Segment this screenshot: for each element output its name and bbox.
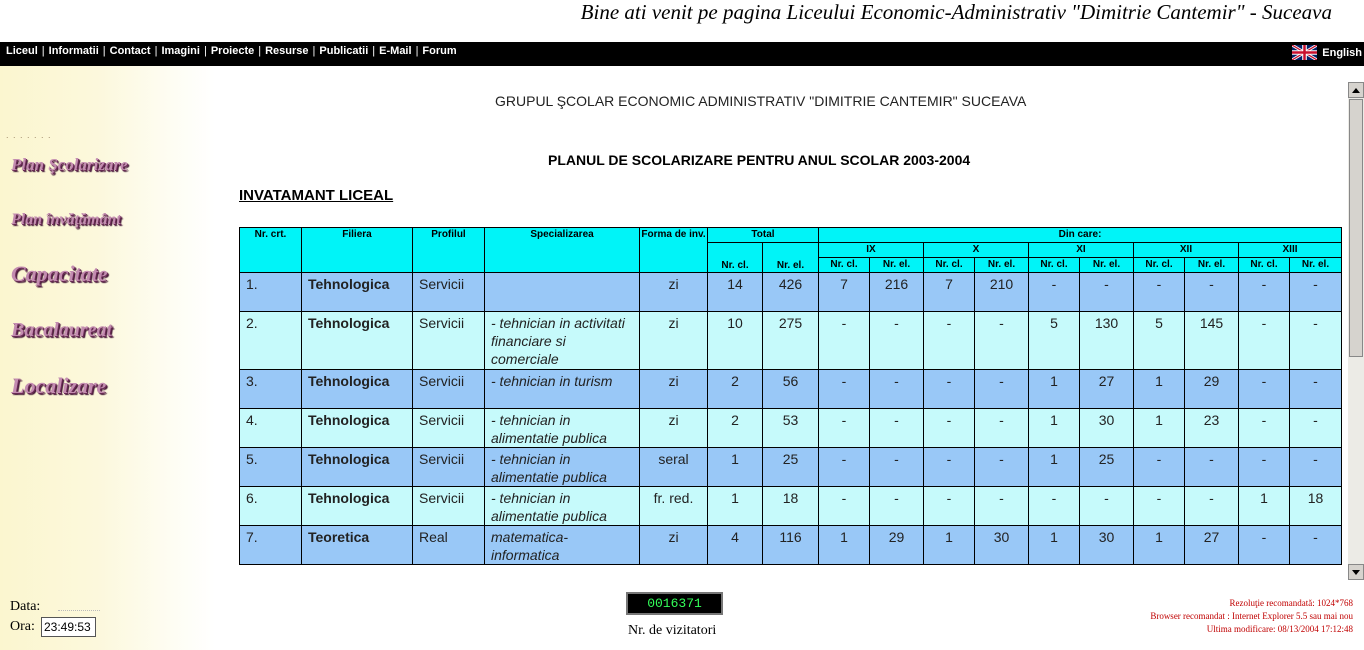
cell-value: -: [975, 312, 1029, 370]
cell-profil: Real: [413, 526, 485, 565]
sidebar-dots: . . . . . . .: [6, 130, 52, 140]
nav-separator: |: [372, 45, 376, 57]
sidebar-link-localizare[interactable]: Localizare: [11, 373, 107, 398]
footer-resolution: Rezoluţie recomandată: 1024*768: [1229, 598, 1353, 608]
header-nr-crt: Nr. crt.: [240, 228, 302, 273]
cell-forma: zi: [640, 312, 708, 370]
nav-separator: |: [203, 45, 207, 57]
nav-separator: |: [258, 45, 262, 57]
cell-value: 275: [763, 312, 819, 370]
cell-profil: Servicii: [413, 312, 485, 370]
plan-title: PLANUL DE SCOLARIZARE PENTRU ANUL SCOLAR 2003-2004: [548, 152, 971, 168]
nav-item-contact[interactable]: Contact: [109, 45, 151, 57]
cell-value: -: [1029, 487, 1080, 526]
cell-value: -: [1185, 273, 1239, 312]
arrow-down-icon: [1352, 570, 1360, 575]
header-grade-x: X: [924, 243, 1029, 258]
uk-flag-icon: [1292, 45, 1317, 60]
cell-value: -: [819, 409, 870, 448]
banner-title: Bine ati venit pe pagina Liceului Economic-Administrativ "Dimitrie Cantemir" - Suceava: [580, 0, 1332, 24]
footer-last-modified: Ultima modificare: 08/13/2004 17:12:48: [1206, 624, 1353, 634]
nav-item-liceul[interactable]: Liceul: [6, 45, 38, 57]
plan-table: [239, 227, 1342, 565]
header-xi-nr-cl: Nr. cl.: [1029, 258, 1080, 273]
cell-value: -: [1080, 273, 1134, 312]
nav-item-imagini[interactable]: Imagini: [161, 45, 200, 57]
scroll-down-button[interactable]: [1348, 564, 1364, 580]
cell-value: -: [870, 312, 924, 370]
table-row: [240, 487, 1342, 526]
header-xii-nr-el: Nr. el.: [1185, 258, 1239, 273]
cell-nr-crt: 2.: [240, 312, 302, 370]
cell-forma: fr. red.: [640, 487, 708, 526]
cell-value: -: [975, 487, 1029, 526]
cell-value: -: [819, 487, 870, 526]
header-profilul: Profilul: [413, 228, 485, 273]
sidebar: [0, 66, 215, 650]
cell-filiera: Teoretica: [302, 526, 413, 565]
cell-value: 116: [763, 526, 819, 565]
cell-value: -: [975, 370, 1029, 409]
header-xiii-nr-el: Nr. el.: [1290, 258, 1342, 273]
cell-value: -: [1239, 312, 1290, 370]
cell-specializare: - tehnician in turism: [485, 370, 640, 409]
cell-value: 1: [1029, 526, 1080, 565]
cell-value: -: [819, 448, 870, 487]
cell-nr-crt: 3.: [240, 370, 302, 409]
header-ix-nr-cl: Nr. cl.: [819, 258, 870, 273]
cell-filiera: Tehnologica: [302, 273, 413, 312]
header-x-nr-el: Nr. el.: [975, 258, 1029, 273]
cell-value: -: [870, 448, 924, 487]
header-x-nr-cl: Nr. cl.: [924, 258, 975, 273]
sidebar-link-bacalaureat[interactable]: Bacalaureat: [11, 319, 113, 341]
cell-value: 1: [819, 526, 870, 565]
cell-value: -: [1134, 448, 1185, 487]
cell-value: 1: [924, 526, 975, 565]
cell-value: -: [1290, 273, 1342, 312]
cell-specializare: matematica-informatica: [485, 526, 640, 565]
cell-value: -: [1239, 526, 1290, 565]
cell-value: 1: [1239, 487, 1290, 526]
header-grade-xii: XII: [1134, 243, 1239, 258]
header-grade-xiii: XIII: [1239, 243, 1342, 258]
table-row: [240, 370, 1342, 409]
cell-value: -: [1080, 487, 1134, 526]
cell-filiera: Tehnologica: [302, 312, 413, 370]
cell-value: 145: [1185, 312, 1239, 370]
cell-value: 25: [1080, 448, 1134, 487]
cell-profil: Servicii: [413, 409, 485, 448]
nav-item-email[interactable]: E-Mail: [379, 45, 412, 57]
table-row: [240, 312, 1342, 370]
header-xiii-nr-cl: Nr. cl.: [1239, 258, 1290, 273]
cell-value: 130: [1080, 312, 1134, 370]
school-name: GRUPUL ŞCOLAR ECONOMIC ADMINISTRATIV "DIMITRIE CANTEMIR" SUCEAVA: [495, 93, 1027, 109]
cell-nr-crt: 1.: [240, 273, 302, 312]
vertical-scrollbar[interactable]: [1348, 82, 1364, 580]
cell-value: 56: [763, 370, 819, 409]
cell-value: -: [1239, 448, 1290, 487]
cell-specializare: - tehnician in alimentatie publica: [485, 448, 640, 487]
cell-specializare: [485, 273, 640, 312]
nav-separator: |: [415, 45, 419, 57]
cell-value: 426: [763, 273, 819, 312]
cell-value: -: [1239, 370, 1290, 409]
cell-value: -: [975, 409, 1029, 448]
table-row: [240, 448, 1342, 487]
cell-nr-crt: 6.: [240, 487, 302, 526]
cell-value: -: [819, 312, 870, 370]
cell-value: -: [1290, 448, 1342, 487]
cell-forma: zi: [640, 370, 708, 409]
cell-value: 1: [1029, 409, 1080, 448]
cell-nr-crt: 7.: [240, 526, 302, 565]
header-grade-xi: XI: [1029, 243, 1134, 258]
cell-profil: Servicii: [413, 273, 485, 312]
navbar: [0, 42, 1364, 66]
sidebar-link-plan-scolarizare[interactable]: Plan Şcolarizare: [11, 155, 128, 174]
sidebar-link-plan-invatamant[interactable]: Plan învăţământ: [11, 211, 121, 228]
cell-value: 1: [708, 487, 763, 526]
cell-forma: zi: [640, 273, 708, 312]
time-field[interactable]: 23:49:53: [41, 617, 96, 637]
header-total-nr-el: Nr. el.: [763, 243, 819, 273]
cell-value: 27: [1185, 526, 1239, 565]
cell-value: 1: [1134, 370, 1185, 409]
cell-value: 23: [1185, 409, 1239, 448]
date-value-area: [58, 602, 100, 611]
table-row: [240, 273, 1342, 312]
cell-value: 18: [763, 487, 819, 526]
cell-value: 1: [1029, 448, 1080, 487]
cell-value: -: [819, 370, 870, 409]
cell-value: 1: [708, 448, 763, 487]
nav-separator: |: [102, 45, 106, 57]
cell-value: -: [870, 487, 924, 526]
sidebar-link-capacitate[interactable]: Capacitate: [11, 261, 108, 286]
cell-value: -: [924, 409, 975, 448]
cell-value: 53: [763, 409, 819, 448]
cell-value: -: [1290, 526, 1342, 565]
cell-value: 2: [708, 409, 763, 448]
header-ix-nr-el: Nr. el.: [870, 258, 924, 273]
cell-value: 10: [708, 312, 763, 370]
header-grade-ix: IX: [819, 243, 924, 258]
cell-value: 5: [1134, 312, 1185, 370]
header-specializarea: Specializarea: [485, 228, 640, 273]
nav-separator: |: [312, 45, 316, 57]
cell-value: 7: [924, 273, 975, 312]
section-title: INVATAMANT LICEAL: [239, 187, 394, 204]
cell-value: -: [870, 409, 924, 448]
cell-value: -: [870, 370, 924, 409]
cell-forma: zi: [640, 409, 708, 448]
cell-value: 1: [1134, 409, 1185, 448]
cell-value: -: [1134, 487, 1185, 526]
cell-value: -: [1290, 312, 1342, 370]
cell-nr-crt: 5.: [240, 448, 302, 487]
plan-table-body: [240, 273, 1342, 565]
cell-value: -: [1239, 273, 1290, 312]
time-label: Ora:: [10, 619, 35, 634]
cell-value: 1: [1029, 370, 1080, 409]
cell-specializare: - tehnician in alimentatie publica: [485, 487, 640, 526]
nav-item-informatii[interactable]: Informatii: [48, 45, 99, 57]
english-link[interactable]: [1292, 45, 1362, 60]
header-din-care: Din care:: [819, 228, 1342, 243]
nav-item-proiecte[interactable]: Proiecte: [210, 45, 255, 57]
cell-value: -: [1185, 487, 1239, 526]
header-total-nr-cl: Nr. cl.: [708, 243, 763, 273]
cell-value: -: [1029, 273, 1080, 312]
footer-browser: Browser recomandat : Internet Explorer 5.5 sau mai nou: [1150, 611, 1353, 621]
cell-value: 30: [1080, 409, 1134, 448]
cell-forma: zi: [640, 526, 708, 565]
nav-links: [6, 45, 457, 57]
nav-separator: |: [41, 45, 45, 57]
cell-profil: Servicii: [413, 487, 485, 526]
visitor-counter-label: Nr. de vizitatori: [628, 623, 717, 638]
header-xii-nr-cl: Nr. cl.: [1134, 258, 1185, 273]
cell-filiera: Tehnologica: [302, 448, 413, 487]
cell-value: 1: [1134, 526, 1185, 565]
cell-nr-crt: 4.: [240, 409, 302, 448]
cell-value: 27: [1080, 370, 1134, 409]
nav-separator: |: [154, 45, 158, 57]
header-xi-nr-el: Nr. el.: [1080, 258, 1134, 273]
cell-value: 14: [708, 273, 763, 312]
table-row: [240, 526, 1342, 565]
nav-item-publicatii[interactable]: Publicatii: [319, 45, 369, 57]
header-total: Total: [708, 228, 819, 243]
cell-filiera: Tehnologica: [302, 370, 413, 409]
cell-forma: seral: [640, 448, 708, 487]
nav-item-resurse[interactable]: Resurse: [265, 45, 309, 57]
cell-value: 29: [1185, 370, 1239, 409]
header-forma: Forma de inv.: [640, 228, 708, 273]
cell-value: -: [975, 448, 1029, 487]
cell-filiera: Tehnologica: [302, 409, 413, 448]
cell-value: 4: [708, 526, 763, 565]
top-banner: [0, 0, 1364, 42]
cell-value: 29: [870, 526, 924, 565]
cell-value: 7: [819, 273, 870, 312]
cell-profil: Servicii: [413, 370, 485, 409]
cell-value: 30: [1080, 526, 1134, 565]
cell-value: -: [1239, 409, 1290, 448]
cell-value: -: [1290, 409, 1342, 448]
cell-filiera: Tehnologica: [302, 487, 413, 526]
main-content: [215, 66, 1353, 650]
nav-item-forum[interactable]: Forum: [422, 45, 457, 57]
cell-value: -: [1290, 370, 1342, 409]
table-row: [240, 409, 1342, 448]
cell-value: -: [924, 448, 975, 487]
cell-value: 5: [1029, 312, 1080, 370]
visitor-counter: 0016371: [626, 592, 723, 615]
cell-value: -: [1185, 448, 1239, 487]
arrow-up-icon: [1352, 88, 1360, 93]
cell-specializare: - tehnician in activitati financiare si comerciale: [485, 312, 640, 370]
scroll-up-button[interactable]: [1348, 82, 1364, 98]
cell-profil: Servicii: [413, 448, 485, 487]
header-filiera: Filiera: [302, 228, 413, 273]
cell-value: -: [924, 487, 975, 526]
cell-value: -: [1134, 273, 1185, 312]
cell-value: -: [924, 370, 975, 409]
scroll-thumb[interactable]: [1349, 99, 1363, 357]
cell-value: 210: [975, 273, 1029, 312]
cell-value: 216: [870, 273, 924, 312]
cell-value: 18: [1290, 487, 1342, 526]
cell-value: -: [924, 312, 975, 370]
footer-info: [1150, 597, 1353, 636]
cell-value: 2: [708, 370, 763, 409]
english-label: English: [1322, 46, 1362, 59]
cell-value: 30: [975, 526, 1029, 565]
cell-value: 25: [763, 448, 819, 487]
date-label: Data:: [10, 599, 41, 614]
cell-specializare: - tehnician in alimentatie publica: [485, 409, 640, 448]
